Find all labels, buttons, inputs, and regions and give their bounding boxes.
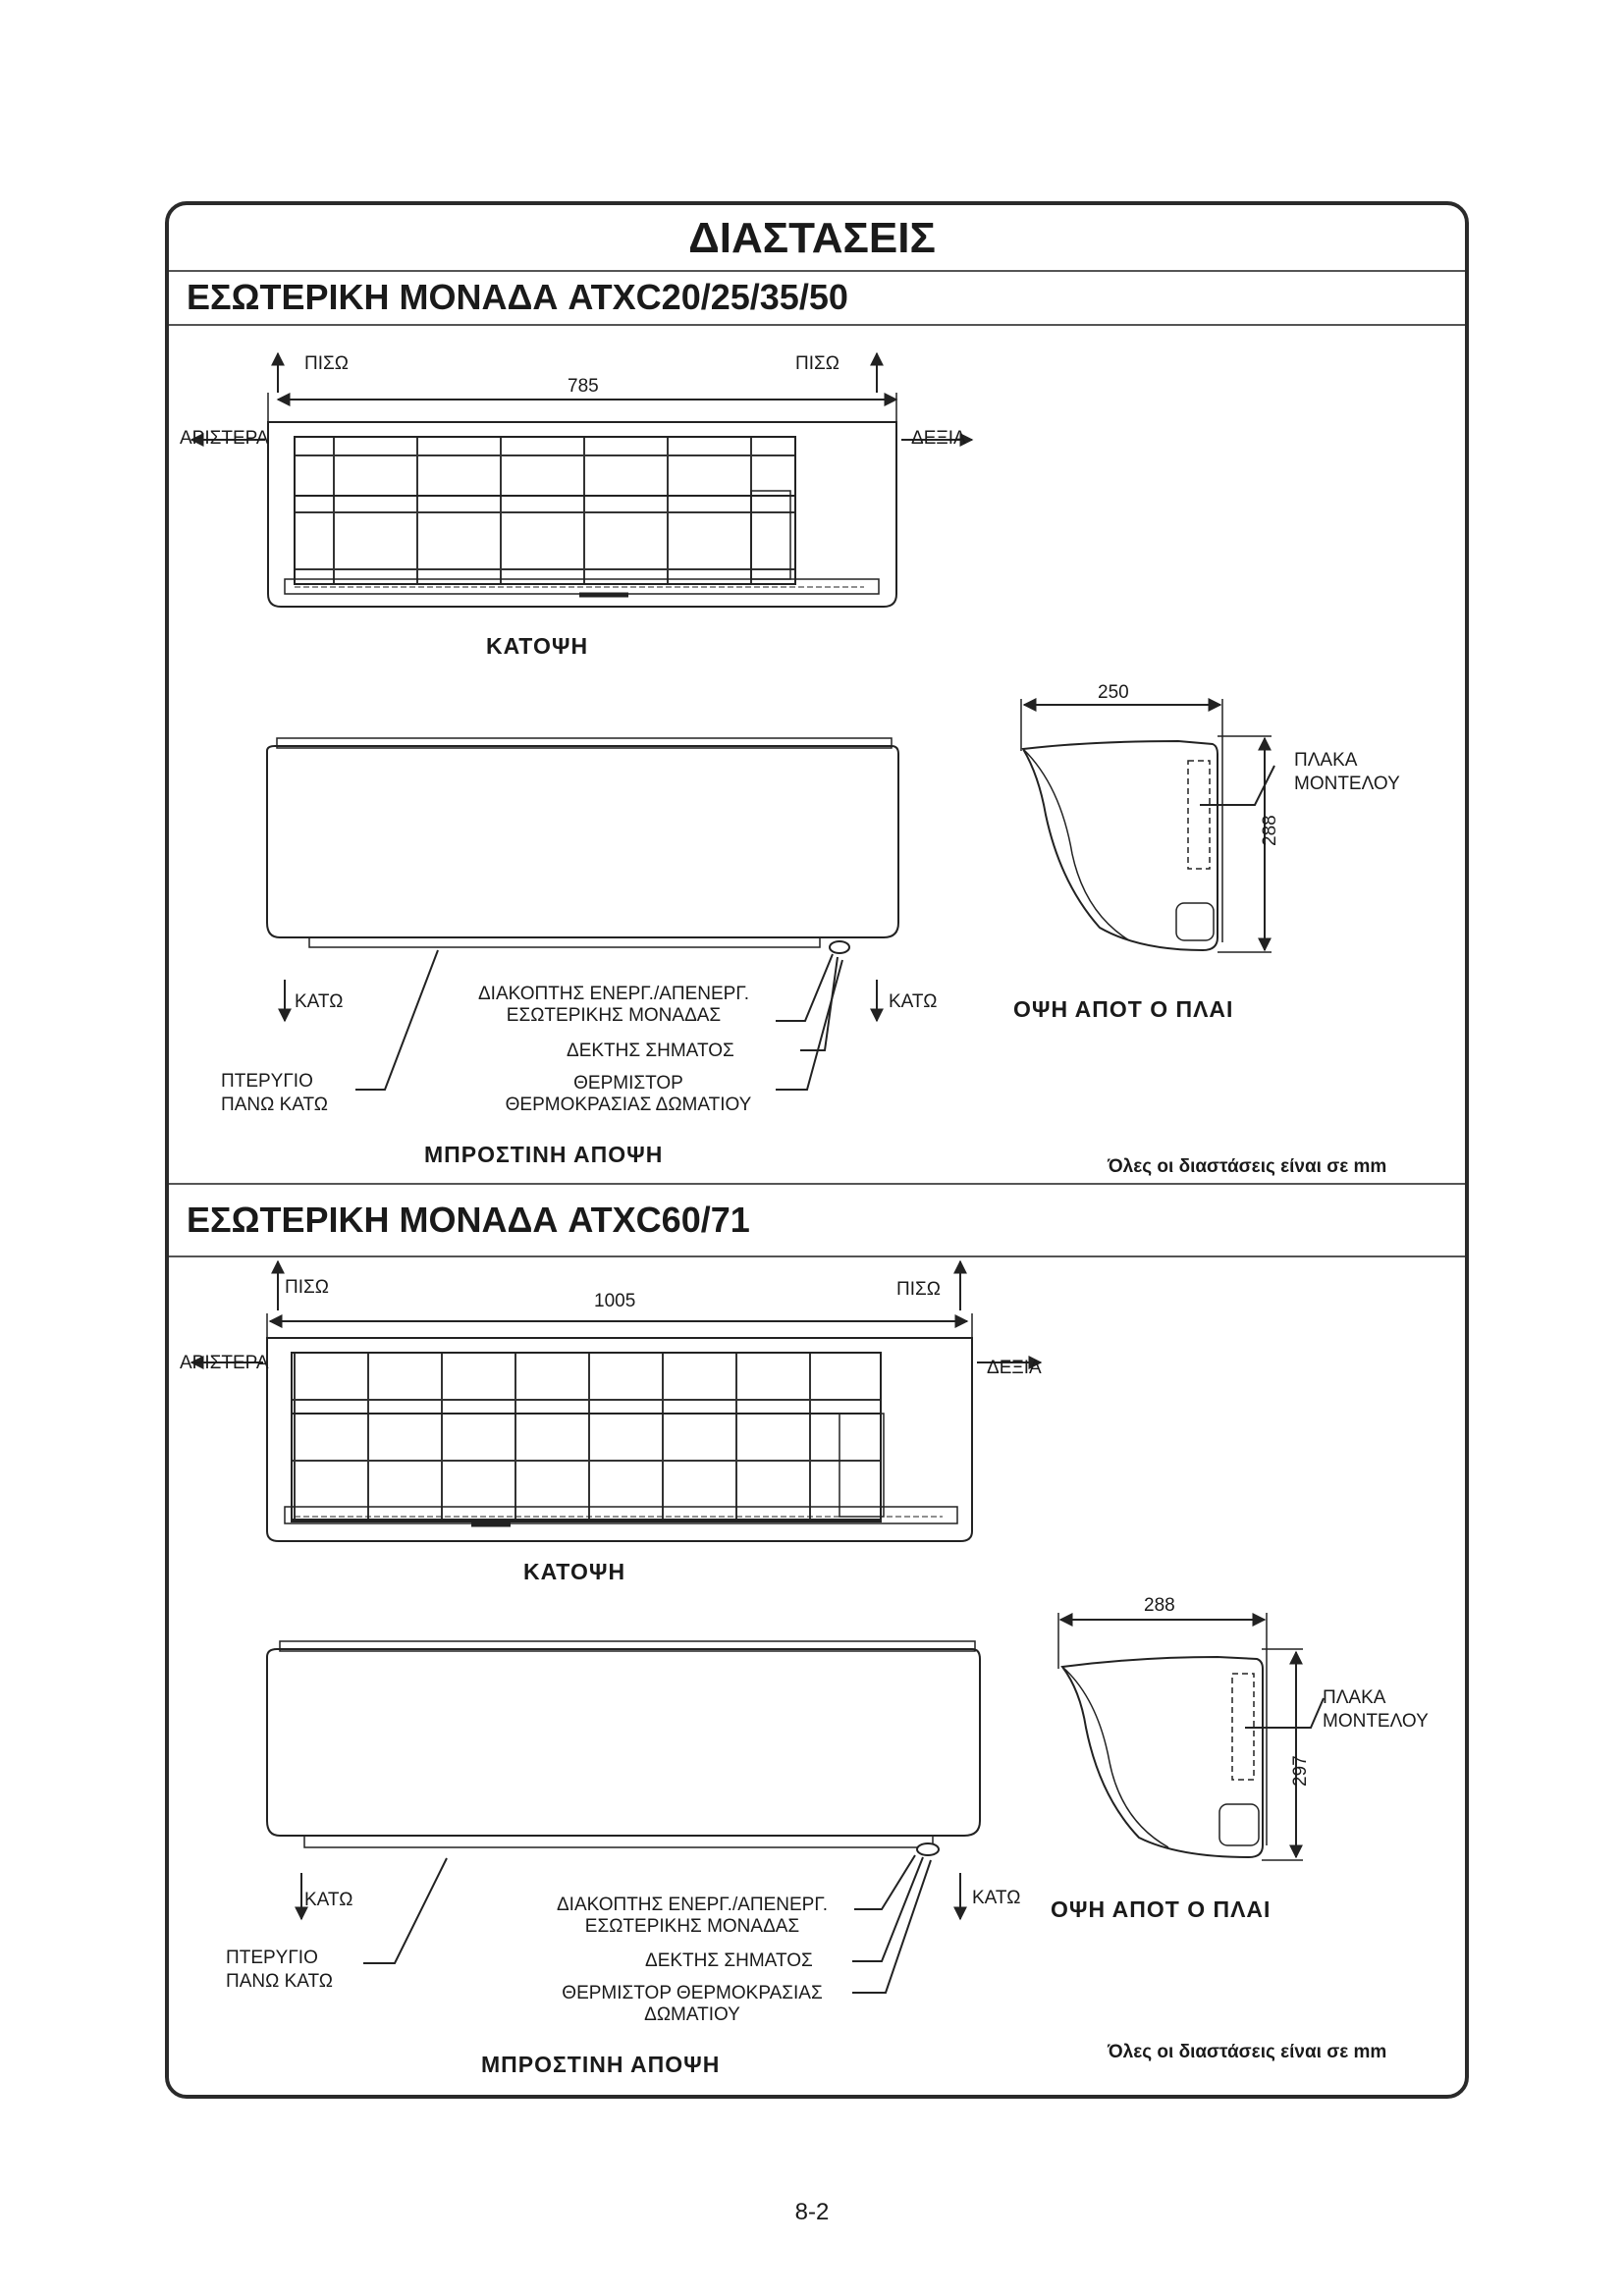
right-label-1: ΔΕΞΙΑ <box>911 428 966 449</box>
side-view-unit-2 <box>1058 1613 1324 1860</box>
left-label-2: ΑΡΙΣΤΕΡΑ <box>180 1353 269 1373</box>
depth-dimension-1: 250 <box>1098 682 1129 703</box>
side-view-caption-2: ΟΨΗ ΑΠΟΤ Ο ΠΛΑΙ <box>1051 1896 1272 1922</box>
flap-label-2: ΠΤΕΡΥΓΙΟ ΠΑΝΩ ΚΑΤΩ <box>226 1948 333 1992</box>
receiver-label-1: ΔΕΚΤΗΣ ΣΗΜΑΤΟΣ <box>567 1041 734 1061</box>
right-label-2: ΔΕΞΙΑ <box>987 1358 1042 1378</box>
width-dimension-2: 1005 <box>594 1291 636 1311</box>
down-label-left-1: ΚΑΤΩ <box>295 991 344 1012</box>
down-label-left-2: ΚΑΤΩ <box>304 1890 353 1910</box>
units-note-2: Όλες οι διαστάσεις είναι σε mm <box>1108 2042 1387 2062</box>
back-label-right-1: ΠΙΣΩ <box>795 353 839 374</box>
front-view-caption-2: ΜΠΡΟΣΤΙΝΗ ΑΠΟΨΗ <box>481 2052 721 2077</box>
units-note-1: Όλες οι διαστάσεις είναι σε mm <box>1108 1156 1387 1177</box>
depth-dimension-2: 288 <box>1144 1595 1175 1616</box>
front-view-unit-2 <box>267 1641 980 1993</box>
model-plate-label-1: ΠΛΑΚΑ ΜΟΝΤΕΛΟΥ <box>1294 750 1400 794</box>
thermistor-label-2: ΘΕΡΜΙΣΤΟΡ ΘΕΡΜΟΚΡΑΣΙΑΣ ΔΩΜΑΤΙΟΥ <box>562 1983 823 2025</box>
section-heading-1: ΕΣΩΤΕΡΙΚΗ ΜΟΝΑΔΑ ATXC20/25/35/50 <box>187 277 848 317</box>
receiver-label-2: ΔΕΚΤΗΣ ΣΗΜΑΤΟΣ <box>645 1950 813 1971</box>
back-label-left-2: ΠΙΣΩ <box>285 1277 329 1298</box>
left-label-1: ΑΡΙΣΤΕΡΑ <box>180 428 269 449</box>
top-view-caption-2: ΚΑΤΟΨΗ <box>523 1559 626 1584</box>
down-label-right-1: ΚΑΤΩ <box>889 991 938 1012</box>
front-view-caption-1: ΜΠΡΟΣΤΙΝΗ ΑΠΟΨΗ <box>424 1142 664 1167</box>
height-dimension-2: 297 <box>1290 1755 1311 1787</box>
page-number: 8-2 <box>794 2199 830 2225</box>
back-label-left-1: ΠΙΣΩ <box>304 353 349 374</box>
section-heading-2: ΕΣΩΤΕΡΙΚΗ ΜΟΝΑΔΑ ATXC60/71 <box>187 1200 750 1240</box>
top-view-caption-1: ΚΑΤΟΨΗ <box>486 633 589 659</box>
width-dimension-1: 785 <box>568 376 599 397</box>
switch-label-1: ΔΙΑΚΟΠΤΗΣ ΕΝΕΡΓ./ΑΠΕΝΕΡΓ. ΕΣΩΤΕΡΙΚΗΣ ΜΟΝΑΔΑΣ <box>477 984 750 1026</box>
front-view-unit-1 <box>267 738 898 1090</box>
side-view-caption-1: ΟΨΗ ΑΠΟΤ Ο ΠΛΑΙ <box>1013 996 1234 1022</box>
thermistor-label-1: ΘΕΡΜΙΣΤΟΡ ΘΕΡΜΟΚΡΑΣΙΑΣ ΔΩΜΑΤΙΟΥ <box>505 1073 752 1115</box>
model-plate-label-2: ΠΛΑΚΑ ΜΟΝΤΕΛΟΥ <box>1323 1687 1429 1732</box>
back-label-right-2: ΠΙΣΩ <box>896 1279 941 1300</box>
down-label-right-2: ΚΑΤΩ <box>972 1888 1021 1908</box>
side-view-unit-1 <box>1021 699 1274 952</box>
flap-label-1: ΠΤΕΡΥΓΙΟ ΠΑΝΩ ΚΑΤΩ <box>221 1071 328 1115</box>
height-dimension-1: 288 <box>1260 815 1280 846</box>
switch-label-2: ΔΙΑΚΟΠΤΗΣ ΕΝΕΡΓ./ΑΠΕΝΕΡΓ. ΕΣΩΤΕΡΙΚΗΣ ΜΟΝΑΔΑΣ <box>556 1895 829 1937</box>
page-title: ΔΙΑΣΤΑΣΕΙΣ <box>688 214 936 262</box>
